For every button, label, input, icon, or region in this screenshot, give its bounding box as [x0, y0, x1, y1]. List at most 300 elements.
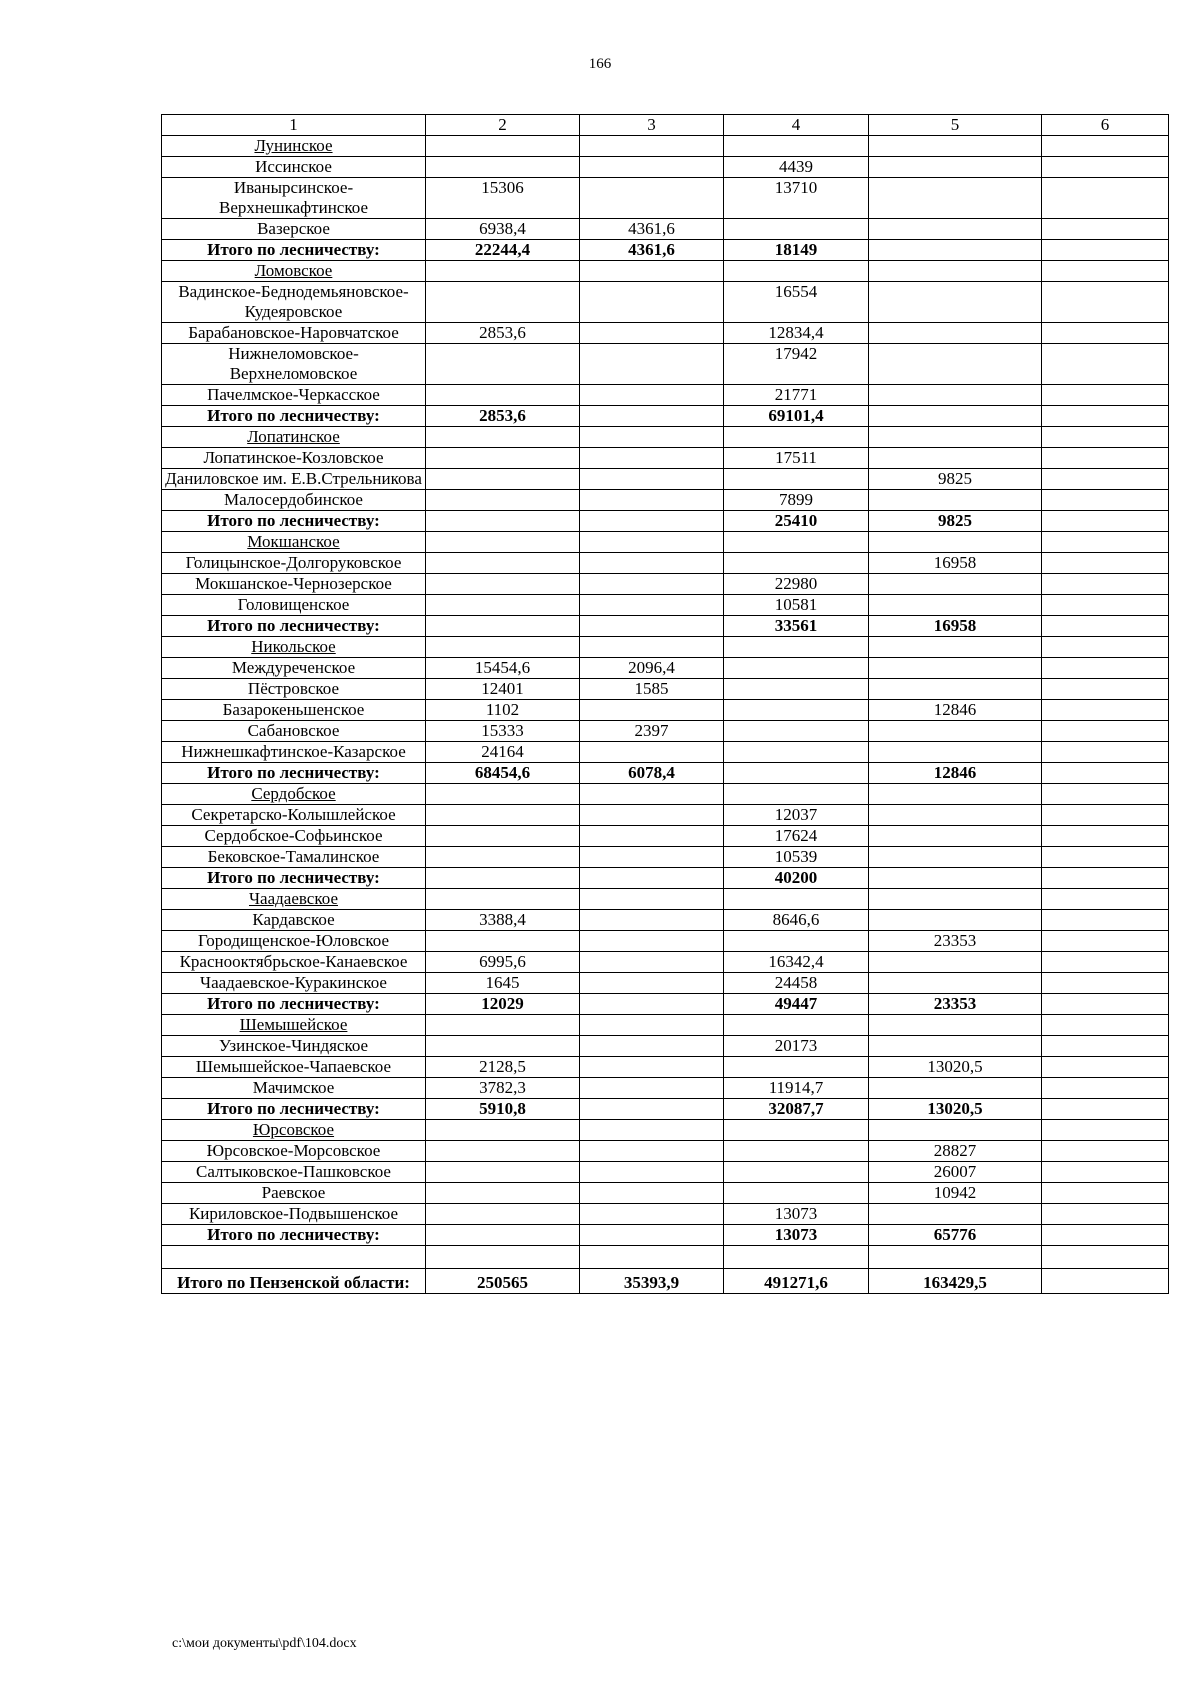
- value-cell-col-4: 16554: [724, 282, 869, 323]
- value-cell-col-5: [869, 406, 1042, 427]
- value-cell-col-2: 3388,4: [426, 910, 580, 931]
- value-cell-col-4: 32087,7: [724, 1099, 869, 1120]
- value-cell-col-4: [724, 1120, 869, 1141]
- value-cell-col-3: [580, 178, 724, 219]
- name-cell: Мокшанское-Чернозерское: [162, 574, 426, 595]
- spacer-row: [162, 1246, 1169, 1269]
- value-cell-col-2: [426, 889, 580, 910]
- value-cell-col-2: [426, 847, 580, 868]
- value-cell-col-6: [1042, 1246, 1169, 1269]
- value-cell-col-6: [1042, 574, 1169, 595]
- value-cell-col-4: 13073: [724, 1225, 869, 1246]
- value-cell-col-6: [1042, 742, 1169, 763]
- value-cell-col-5: 23353: [869, 931, 1042, 952]
- name-cell: Сердобское-Софьинское: [162, 826, 426, 847]
- value-cell-col-2: [426, 637, 580, 658]
- value-cell-col-2: [426, 805, 580, 826]
- forestry-row: [162, 700, 1169, 721]
- value-cell-col-5: 28827: [869, 1141, 1042, 1162]
- value-cell-col-6: [1042, 406, 1169, 427]
- name-cell: Лопатинское-Козловское: [162, 448, 426, 469]
- value-cell-col-5: 65776: [869, 1225, 1042, 1246]
- value-cell-col-5: [869, 637, 1042, 658]
- value-cell-col-4: 24458: [724, 973, 869, 994]
- value-cell-col-3: [580, 1078, 724, 1099]
- value-cell-col-5: [869, 157, 1042, 178]
- value-cell-col-3: [580, 574, 724, 595]
- value-cell-col-3: 6078,4: [580, 763, 724, 784]
- value-cell-col-4: 16342,4: [724, 952, 869, 973]
- value-cell-col-3: [580, 157, 724, 178]
- name-cell: Шемышейское-Чапаевское: [162, 1057, 426, 1078]
- value-cell-col-6: [1042, 1183, 1169, 1204]
- value-cell-col-4: 10581: [724, 595, 869, 616]
- value-cell-col-5: [869, 323, 1042, 344]
- subtotal-row: [162, 868, 1169, 889]
- value-cell-col-3: [580, 282, 724, 323]
- value-cell-col-6: [1042, 658, 1169, 679]
- value-cell-col-5: [869, 721, 1042, 742]
- value-cell-col-5: [869, 1246, 1042, 1269]
- forestry-row: [162, 826, 1169, 847]
- name-cell: Итого по лесничеству:: [162, 511, 426, 532]
- name-cell: Иссинское: [162, 157, 426, 178]
- value-cell-col-6: [1042, 763, 1169, 784]
- value-cell-col-3: [580, 1225, 724, 1246]
- value-cell-col-3: [580, 952, 724, 973]
- value-cell-col-2: [426, 448, 580, 469]
- name-cell: Барабановское-Наровчатское: [162, 323, 426, 344]
- forestry-row: [162, 952, 1169, 973]
- name-cell: Кириловское-Подвышенское: [162, 1204, 426, 1225]
- value-cell-col-2: 2128,5: [426, 1057, 580, 1078]
- value-cell-col-2: [426, 427, 580, 448]
- value-cell-col-2: [426, 553, 580, 574]
- district-row: [162, 136, 1169, 157]
- value-cell-col-5: [869, 574, 1042, 595]
- value-cell-col-5: [869, 889, 1042, 910]
- value-cell-col-4: [724, 763, 869, 784]
- value-cell-col-6: [1042, 994, 1169, 1015]
- name-cell: Итого по лесничеству:: [162, 1225, 426, 1246]
- forestry-row: [162, 344, 1169, 385]
- subtotal-row: [162, 1099, 1169, 1120]
- district-row: [162, 427, 1169, 448]
- name-cell: Чаадаевское-Куракинское: [162, 973, 426, 994]
- value-cell-col-2: 15306: [426, 178, 580, 219]
- name-cell: Салтыковское-Пашковское: [162, 1162, 426, 1183]
- value-cell-col-2: [426, 282, 580, 323]
- forestry-row: [162, 847, 1169, 868]
- value-cell-col-2: [426, 344, 580, 385]
- subtotal-row: [162, 240, 1169, 261]
- value-cell-col-5: 9825: [869, 469, 1042, 490]
- value-cell-col-3: [580, 1162, 724, 1183]
- value-cell-col-5: [869, 1204, 1042, 1225]
- district-row: [162, 889, 1169, 910]
- value-cell-col-5: [869, 1078, 1042, 1099]
- value-cell-col-6: [1042, 490, 1169, 511]
- name-cell: Мачимское: [162, 1078, 426, 1099]
- value-cell-col-5: [869, 282, 1042, 323]
- value-cell-col-3: [580, 973, 724, 994]
- value-cell-col-3: [580, 1057, 724, 1078]
- grand-total-row: [162, 1269, 1169, 1294]
- value-cell-col-3: [580, 490, 724, 511]
- value-cell-col-4: [724, 721, 869, 742]
- value-cell-col-6: [1042, 637, 1169, 658]
- forestry-row: [162, 1183, 1169, 1204]
- forestry-row: [162, 323, 1169, 344]
- value-cell-col-3: [580, 700, 724, 721]
- value-cell-col-6: [1042, 1269, 1169, 1294]
- value-cell-col-2: 3782,3: [426, 1078, 580, 1099]
- forestry-row: [162, 1141, 1169, 1162]
- value-cell-col-2: 6938,4: [426, 219, 580, 240]
- district-row: [162, 1120, 1169, 1141]
- value-cell-col-2: [426, 784, 580, 805]
- value-cell-col-3: 4361,6: [580, 219, 724, 240]
- value-cell-col-4: [724, 889, 869, 910]
- value-cell-col-4: 13710: [724, 178, 869, 219]
- value-cell-col-5: [869, 448, 1042, 469]
- value-cell-col-4: [724, 637, 869, 658]
- value-cell-col-4: 40200: [724, 868, 869, 889]
- header-cell: 5: [869, 115, 1042, 136]
- value-cell-col-4: [724, 742, 869, 763]
- value-cell-col-2: [426, 1036, 580, 1057]
- value-cell-col-5: [869, 742, 1042, 763]
- value-cell-col-2: 2853,6: [426, 323, 580, 344]
- forestry-row: [162, 910, 1169, 931]
- name-cell: Бековское-Тамалинское: [162, 847, 426, 868]
- forestry-row: [162, 385, 1169, 406]
- name-cell: Пёстровское: [162, 679, 426, 700]
- value-cell-col-2: 15333: [426, 721, 580, 742]
- value-cell-col-2: [426, 385, 580, 406]
- value-cell-col-2: [426, 616, 580, 637]
- value-cell-col-4: [724, 1015, 869, 1036]
- name-cell: Сабановское: [162, 721, 426, 742]
- name-cell: Итого по Пензенской области:: [162, 1269, 426, 1294]
- value-cell-col-2: [426, 1204, 580, 1225]
- value-cell-col-6: [1042, 889, 1169, 910]
- value-cell-col-3: 2096,4: [580, 658, 724, 679]
- value-cell-col-4: [724, 219, 869, 240]
- name-cell: Итого по лесничеству:: [162, 868, 426, 889]
- value-cell-col-3: [580, 448, 724, 469]
- value-cell-col-4: [724, 532, 869, 553]
- value-cell-col-4: [724, 931, 869, 952]
- value-cell-col-3: [580, 994, 724, 1015]
- value-cell-col-4: [724, 700, 869, 721]
- value-cell-col-5: 16958: [869, 553, 1042, 574]
- value-cell-col-5: 163429,5: [869, 1269, 1042, 1294]
- district-name-cell: Шемышейское: [162, 1015, 426, 1036]
- value-cell-col-4: [724, 1141, 869, 1162]
- value-cell-col-5: [869, 1015, 1042, 1036]
- value-cell-col-6: [1042, 1078, 1169, 1099]
- value-cell-col-6: [1042, 973, 1169, 994]
- name-cell: Иванырсинское-Верхнешкафтинское: [162, 178, 426, 219]
- value-cell-col-6: [1042, 910, 1169, 931]
- forestry-row: [162, 805, 1169, 826]
- header-cell: 6: [1042, 115, 1169, 136]
- value-cell-col-4: [724, 136, 869, 157]
- value-cell-col-4: 4439: [724, 157, 869, 178]
- forestry-row: [162, 1204, 1169, 1225]
- value-cell-col-2: [426, 490, 580, 511]
- value-cell-col-6: [1042, 805, 1169, 826]
- value-cell-col-2: 12029: [426, 994, 580, 1015]
- value-cell-col-6: [1042, 700, 1169, 721]
- name-cell: Итого по лесничеству:: [162, 763, 426, 784]
- value-cell-col-6: [1042, 1015, 1169, 1036]
- value-cell-col-3: 2397: [580, 721, 724, 742]
- value-cell-col-6: [1042, 553, 1169, 574]
- district-row: [162, 637, 1169, 658]
- forestry-row: [162, 1057, 1169, 1078]
- district-name-cell: Сердобское: [162, 784, 426, 805]
- value-cell-col-2: [426, 1162, 580, 1183]
- value-cell-col-3: [580, 1099, 724, 1120]
- forestry-row: [162, 595, 1169, 616]
- forestry-row: [162, 157, 1169, 178]
- value-cell-col-3: [580, 532, 724, 553]
- value-cell-col-3: [580, 1036, 724, 1057]
- value-cell-col-3: 4361,6: [580, 240, 724, 261]
- forestry-row: [162, 219, 1169, 240]
- value-cell-col-5: [869, 261, 1042, 282]
- value-cell-col-3: [580, 323, 724, 344]
- value-cell-col-6: [1042, 261, 1169, 282]
- value-cell-col-3: [580, 637, 724, 658]
- value-cell-col-6: [1042, 1225, 1169, 1246]
- value-cell-col-4: 17942: [724, 344, 869, 385]
- value-cell-col-4: [724, 469, 869, 490]
- value-cell-col-2: [426, 1225, 580, 1246]
- value-cell-col-6: [1042, 847, 1169, 868]
- value-cell-col-4: 8646,6: [724, 910, 869, 931]
- value-cell-col-4: [724, 1162, 869, 1183]
- value-cell-col-2: [426, 1015, 580, 1036]
- value-cell-col-4: [724, 1246, 869, 1269]
- value-cell-col-5: [869, 344, 1042, 385]
- name-cell: Пачелмское-Черкасское: [162, 385, 426, 406]
- value-cell-col-5: 23353: [869, 994, 1042, 1015]
- value-cell-col-5: [869, 427, 1042, 448]
- forestry-row: [162, 490, 1169, 511]
- value-cell-col-3: [580, 742, 724, 763]
- value-cell-col-2: [426, 136, 580, 157]
- value-cell-col-2: 24164: [426, 742, 580, 763]
- name-cell: Итого по лесничеству:: [162, 616, 426, 637]
- value-cell-col-6: [1042, 1204, 1169, 1225]
- header-cell: 1: [162, 115, 426, 136]
- district-row: [162, 532, 1169, 553]
- forestry-row: [162, 742, 1169, 763]
- value-cell-col-6: [1042, 679, 1169, 700]
- value-cell-col-5: 10942: [869, 1183, 1042, 1204]
- value-cell-col-2: 68454,6: [426, 763, 580, 784]
- value-cell-col-4: 22980: [724, 574, 869, 595]
- value-cell-col-4: 18149: [724, 240, 869, 261]
- value-cell-col-5: [869, 826, 1042, 847]
- value-cell-col-4: 12834,4: [724, 323, 869, 344]
- value-cell-col-2: 6995,6: [426, 952, 580, 973]
- value-cell-col-2: [426, 868, 580, 889]
- value-cell-col-2: 1645: [426, 973, 580, 994]
- value-cell-col-5: [869, 952, 1042, 973]
- value-cell-col-5: 12846: [869, 700, 1042, 721]
- value-cell-col-6: [1042, 532, 1169, 553]
- value-cell-col-4: 20173: [724, 1036, 869, 1057]
- name-cell: Голицынское-Долгоруковское: [162, 553, 426, 574]
- value-cell-col-4: [724, 1183, 869, 1204]
- value-cell-col-3: [580, 553, 724, 574]
- value-cell-col-5: [869, 136, 1042, 157]
- value-cell-col-4: 17511: [724, 448, 869, 469]
- value-cell-col-5: [869, 868, 1042, 889]
- value-cell-col-4: 7899: [724, 490, 869, 511]
- name-cell: Узинское-Чиндяское: [162, 1036, 426, 1057]
- value-cell-col-3: [580, 1141, 724, 1162]
- value-cell-col-4: 21771: [724, 385, 869, 406]
- value-cell-col-5: 12846: [869, 763, 1042, 784]
- value-cell-col-5: [869, 847, 1042, 868]
- value-cell-col-6: [1042, 1141, 1169, 1162]
- value-cell-col-2: [426, 826, 580, 847]
- value-cell-col-5: [869, 910, 1042, 931]
- value-cell-col-5: [869, 658, 1042, 679]
- forestry-row: [162, 679, 1169, 700]
- value-cell-col-3: [580, 595, 724, 616]
- header-cell: 3: [580, 115, 724, 136]
- value-cell-col-6: [1042, 1162, 1169, 1183]
- value-cell-col-2: [426, 1120, 580, 1141]
- district-name-cell: Юрсовское: [162, 1120, 426, 1141]
- value-cell-col-6: [1042, 157, 1169, 178]
- value-cell-col-6: [1042, 721, 1169, 742]
- name-cell: Головищенское: [162, 595, 426, 616]
- value-cell-col-3: [580, 136, 724, 157]
- value-cell-col-6: [1042, 1057, 1169, 1078]
- value-cell-col-4: 13073: [724, 1204, 869, 1225]
- table-body: [162, 115, 1169, 1294]
- value-cell-col-2: 22244,4: [426, 240, 580, 261]
- value-cell-col-2: [426, 157, 580, 178]
- value-cell-col-5: [869, 1120, 1042, 1141]
- district-name-cell: Никольское: [162, 637, 426, 658]
- value-cell-col-2: [426, 595, 580, 616]
- value-cell-col-4: 33561: [724, 616, 869, 637]
- subtotal-row: [162, 511, 1169, 532]
- name-cell: Вазерское: [162, 219, 426, 240]
- forestry-row: [162, 1162, 1169, 1183]
- value-cell-col-6: [1042, 931, 1169, 952]
- district-name-cell: Лопатинское: [162, 427, 426, 448]
- value-cell-col-5: [869, 679, 1042, 700]
- value-cell-col-6: [1042, 178, 1169, 219]
- name-cell: Кардавское: [162, 910, 426, 931]
- name-cell: Городищенское-Юловское: [162, 931, 426, 952]
- district-name-cell: Ломовское: [162, 261, 426, 282]
- value-cell-col-6: [1042, 1099, 1169, 1120]
- value-cell-col-4: [724, 261, 869, 282]
- value-cell-col-2: [426, 1141, 580, 1162]
- value-cell-col-3: [580, 427, 724, 448]
- name-cell: Итого по лесничеству:: [162, 1099, 426, 1120]
- district-row: [162, 784, 1169, 805]
- forestry-row: [162, 574, 1169, 595]
- forestry-row: [162, 282, 1169, 323]
- value-cell-col-5: [869, 973, 1042, 994]
- value-cell-col-3: [580, 826, 724, 847]
- value-cell-col-2: 2853,6: [426, 406, 580, 427]
- value-cell-col-3: [580, 1204, 724, 1225]
- value-cell-col-3: [580, 910, 724, 931]
- value-cell-col-4: 491271,6: [724, 1269, 869, 1294]
- value-cell-col-4: [724, 784, 869, 805]
- value-cell-col-4: 25410: [724, 511, 869, 532]
- value-cell-col-6: [1042, 469, 1169, 490]
- value-cell-col-3: [580, 868, 724, 889]
- value-cell-col-3: [580, 616, 724, 637]
- value-cell-col-4: [724, 427, 869, 448]
- subtotal-row: [162, 616, 1169, 637]
- value-cell-col-5: [869, 219, 1042, 240]
- value-cell-col-5: 13020,5: [869, 1099, 1042, 1120]
- value-cell-col-2: [426, 511, 580, 532]
- value-cell-col-3: [580, 344, 724, 385]
- value-cell-col-4: 69101,4: [724, 406, 869, 427]
- district-row: [162, 261, 1169, 282]
- value-cell-col-5: [869, 532, 1042, 553]
- forestry-row: [162, 1078, 1169, 1099]
- value-cell-col-3: [580, 385, 724, 406]
- value-cell-col-3: [580, 261, 724, 282]
- value-cell-col-6: [1042, 784, 1169, 805]
- value-cell-col-3: 1585: [580, 679, 724, 700]
- subtotal-row: [162, 406, 1169, 427]
- district-name-cell: Мокшанское: [162, 532, 426, 553]
- district-name-cell: Чаадаевское: [162, 889, 426, 910]
- name-cell: Базарокеньшенское: [162, 700, 426, 721]
- name-cell: Междуреченское: [162, 658, 426, 679]
- value-cell-col-2: [426, 931, 580, 952]
- value-cell-col-5: 13020,5: [869, 1057, 1042, 1078]
- value-cell-col-6: [1042, 323, 1169, 344]
- value-cell-col-6: [1042, 385, 1169, 406]
- value-cell-col-2: [426, 469, 580, 490]
- value-cell-col-3: [580, 889, 724, 910]
- forestry-row: [162, 658, 1169, 679]
- name-cell: Малосердобинское: [162, 490, 426, 511]
- district-row: [162, 1015, 1169, 1036]
- value-cell-col-4: 17624: [724, 826, 869, 847]
- value-cell-col-3: [580, 784, 724, 805]
- value-cell-col-2: [426, 1183, 580, 1204]
- name-cell: Вадинское-Беднодемьяновское-Кудеяровское: [162, 282, 426, 323]
- forestry-row: [162, 178, 1169, 219]
- page-number: 166: [588, 56, 612, 72]
- value-cell-col-2: [426, 532, 580, 553]
- name-cell: Итого по лесничеству:: [162, 406, 426, 427]
- value-cell-col-5: [869, 385, 1042, 406]
- forestry-row: [162, 448, 1169, 469]
- value-cell-col-6: [1042, 511, 1169, 532]
- value-cell-col-4: [724, 553, 869, 574]
